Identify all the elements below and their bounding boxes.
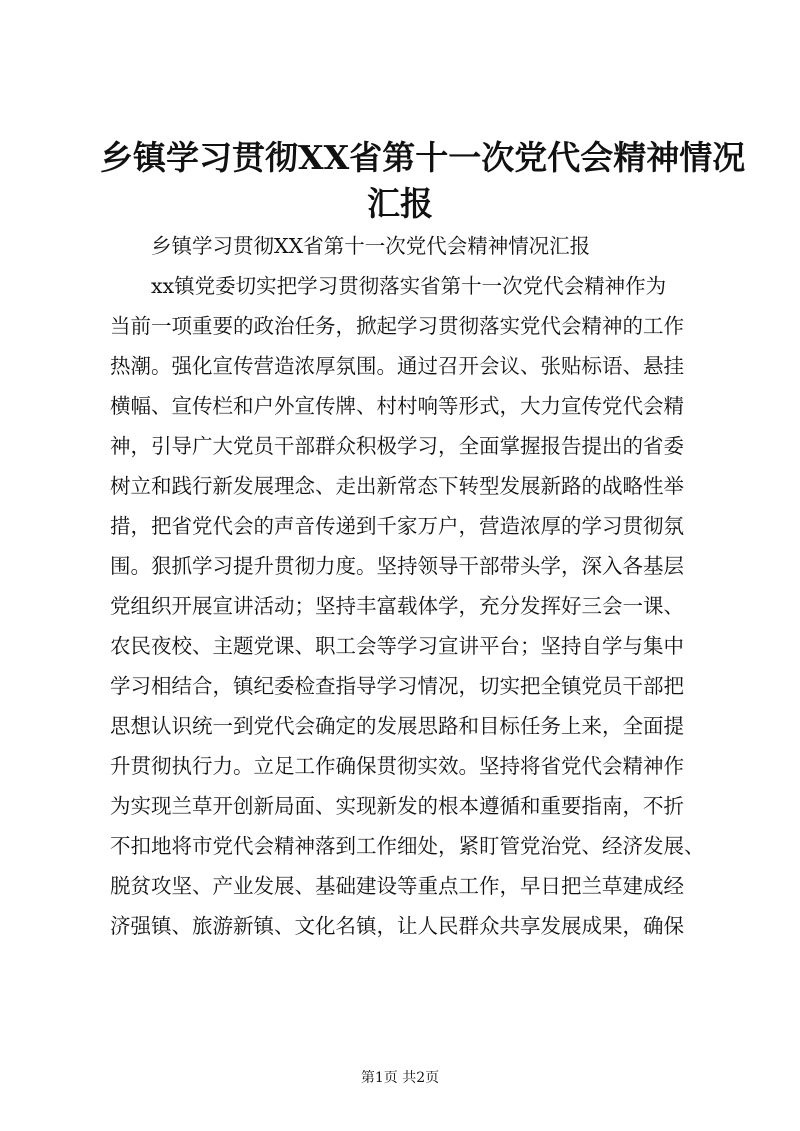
body-line: 脱贫攻坚、产业发展、基础建设等重点工作，早日把兰草建成经 bbox=[110, 874, 684, 898]
body-line: 横幅、宣传栏和户外宣传牌、村村响等形式，大力宣传党代会精 bbox=[110, 394, 684, 418]
body-line: 农民夜校、主题党课、职工会等学习宣讲平台；坚持自学与集中 bbox=[110, 634, 684, 658]
body-line: 当前一项重要的政治任务，掀起学习贯彻落实党代会精神的工作 bbox=[110, 314, 684, 338]
document-subtitle: 乡镇学习贯彻XX省第十一次党代会精神情况汇报 bbox=[151, 234, 591, 258]
body-line: 济强镇、旅游新镇、文化名镇，让人民群众共享发展成果，确保 bbox=[110, 914, 684, 938]
body-line: 党组织开展宣讲活动；坚持丰富载体学，充分发挥好三会一课、 bbox=[110, 594, 684, 618]
document-title-line-1: 乡镇学习贯彻XX省第十一次党代会精神情况 bbox=[100, 138, 746, 177]
body-line: 思想认识统一到党代会确定的发展思路和目标任务上来，全面提 bbox=[110, 714, 684, 738]
body-line: 热潮。强化宣传营造浓厚氛围。通过召开会议、张贴标语、悬挂 bbox=[110, 354, 684, 378]
body-line: 不扣地将市党代会精神落到工作细处，紧盯管党治党、经济发展、 bbox=[110, 834, 705, 858]
body-line: 为实现兰草开创新局面、实现新发的根本遵循和重要指南，不折 bbox=[110, 794, 684, 818]
body-line: 措，把省党代会的声音传递到千家万户，营造浓厚的学习贯彻氛 bbox=[110, 514, 684, 538]
body-line: xx镇党委切实把学习贯彻落实省第十一次党代会精神作为 bbox=[151, 274, 667, 298]
document-title-line-2: 汇报 bbox=[367, 184, 433, 223]
body-line: 升贯彻执行力。立足工作确保贯彻实效。坚持将省党代会精神作 bbox=[110, 754, 684, 778]
body-line: 神，引导广大党员干部群众积极学习，全面掌握报告提出的省委 bbox=[110, 434, 684, 458]
body-line: 学习相结合，镇纪委检查指导学习情况，切实把全镇党员干部把 bbox=[110, 674, 684, 698]
page-number-footer: 第1页 共2页 bbox=[360, 1070, 440, 1086]
body-line: 围。狠抓学习提升贯彻力度。坚持领导干部带头学，深入各基层 bbox=[110, 554, 684, 578]
body-line: 树立和践行新发展理念、走出新常态下转型发展新路的战略性举 bbox=[110, 474, 684, 498]
